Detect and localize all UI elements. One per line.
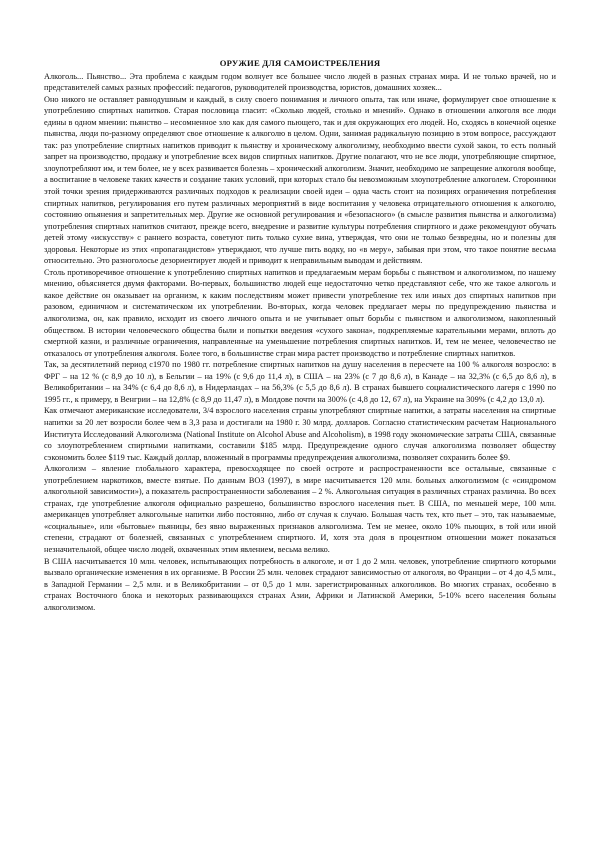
document-title: ОРУЖИЕ ДЛЯ САМОИСТРЕБЛЕНИЯ	[219, 58, 381, 68]
document-page	[44, 58, 556, 613]
paragraph-6: Алкоголизм – явление глобального характера, превосходящее по своей остроте и распространенности все остальные, связанные с употреблением наркотиков, вместе взятые. По данным ВОЗ (1997), в мире насчитывается 120 млн. больных алкоголизмом (с «синдромом алкогольной зависимости»), а показатель распространенности заболевания – 2 %. Алкогольная ситуация в различных странах различна. Во всех странах, где употребление алкоголя официально разрешено, большинство взрослого населения пьет. В США, по меньшей мере, 100 млн. американцев употребляет алкогольные напитки либо постоянно, либо от случая к случаю. Большая часть тех, кто пьет – это, так называемые, «социальные», или «бытовые» пьяницы, без явно выраженных признаков алкоголизма. Тем не менее, около 10% пьющих, в той или иной степени, страдают от болезней, связанных с употреблением спиртного. И, хотя эта доля в процентном отношении может показаться незначительной, общее число людей, охваченных этим явлением, весьма велико.	[44, 464, 556, 554]
paragraph-5: Как отмечают американские исследователи, 3/4 взрослого населения страны употребляют спиртные напитки, а затраты населения на спиртные напитки за 20 лет возросли более чем в 3,3 раза и достигали на 1980 г. 30 млрд. долларов. Согласно статистическим расчетам Национального Института Исследований Алкоголизма (National Institute on Alcohol Abuse and Alcoholism), в 1998 году экономические затраты США, связанные со злоупотреблением спиртными напитками, составили $185 млрд. Предупреждение одного случая алкоголизма позволяет обществу сэкономить более $119 тыс. Каждый доллар, вложенный в программы предупреждения алкоголизма, позволяет сохранить более $9.	[44, 406, 556, 462]
paragraph-4: Так, за десятилетний период с1970 по 1980 гг. потребление спиртных напитков на душу населения в пересчете на 100 % алкоголя возросло: в ФРГ – на 12 % (с 8,9 до 10 л), в Бельгии – на 19% (с 9,6 до 11,4 л), в США – на 23% (с 7 до 8,6 л), в Канаде – на 32,3% (с 6,5 до 8,6 л), в Великобритании – на 34% (с 6,4 до 8,6 л), в Нидерландах – на 56,3% (с 5,5 до 8,6 л). В странах бывшего социалистического лагеря с 1990 по 1995 гг., к примеру, в Венгрии – на 12,8% (с 8,9 до 11,47 л), в Молдове почти на 300% (с 4,8 до 12, 67 л), на Украине на 309% (с 4,2 до 13,0 л).	[44, 360, 556, 404]
paragraph-2: Оно никого не оставляет равнодушным и каждый, в силу своего понимания и личного опыта, так или иначе, формулирует свое отношение к употреблению спиртных напитков. Старая пословица гласит: «Сколько людей, столько и мнений». Однако в отношении алкоголя все люди едины в одном мнении: пьянство – несомненное зло как для самого пьющего, так и для окружающих его людей. Но, сходясь в конечной оценке пьянства, люди по-разному определяют свое отношение к алкоголю в целом. Одни, занимая радикальную позицию в этом вопросе, рассуждают так: раз употребление спиртных напитков приводит к пьянству и хроническому алкоголизму, необходимо ввести сухой закон, то есть полный запрет на производство, продажу и употребление всех видов спиртных напитков. Другие полагают, что не все люди, употребляющие спиртное, злоупотребляют им, и тем более, не у всех развивается болезнь – хронический алкоголизм. Значит, необходимо не запрещение алкоголя вообще, а воспитание в человеке таких качеств и создание таких условий, при которых стало бы невозможным злоупотребление алкоголем. Сторонники этой точки зрения придерживаются различных подходов к реализации своей идеи – одна часть стоит на позициях ограничения потребления спиртных напитков, регулирования его путем различных мероприятий в виде воспитания у человека отрицательного отношения к алкоголю, состоянию опьянения и запретительных мер. Другие же основной регулирования и «безопасного» (в смысле развития пьянства и алкоголизма) употребления спиртных напитков считают, прежде всего, внедрение и развитие культуры потребления спиртного и даже рекомендуют обучать детей этому «искусству» с раннего возраста, советуют пить только сухие вина, утверждая, что они не только безвредны, но и полезны для здоровья. Некоторые из этих «пропагандистов» утверждают, что лучше пить водку, но «в меру», забывая при этом, что такое понятие весьма относительно. Это разноголосье дезориентирует людей и приводит к неправильным выводам и действиям.	[44, 94, 556, 266]
paragraph-3: Столь противоречивое отношение к употреблению спиртных напитков и предлагаемым мерам борьбы с пьянством и алкоголизмом, по нашему мнению, объясняется двумя факторами. Во-первых, большинство людей еще недостаточно четко представляют себе, что же такое алкоголь и какое действие он оказывает на организм, к каким последствиям может привести употребление тех или иных доз спиртных напитков при разовом, единичном и систематическом их употреблении. Во-вторых, когда человек предлагает меры по предупреждению пьянства и алкоголизма, он, как правило, исходит из своего личного опыта и не учитывает опыт борьбы с пьянством и алкоголизмом, накопленный обществом. В истории человеческого общества были и попытки введения «сухого закона», подкрепляемые карательными мерами, вплоть до смертной казни, и различные ограничения, направленные на уменьшение потребления спиртных напитков. И, тем не менее, человечество не отказалось от употребления алкоголя. Более того, в большинстве стран мира растет производство и потребление спиртных напитков.	[44, 267, 556, 358]
paragraph-1: Алкоголь... Пьянство... Эта проблема с каждым годом волнует все большее число людей в разных странах мира. И не только врачей, но и представителей самых разных профессий: педагогов, руководителей производства, юристов, домашних хозяек...	[44, 71, 556, 93]
paragraph-7: В США насчитывается 10 млн. человек, испытывающих потребность в алкоголе, и от 1 до 2 млн. человек, употребление спиртного которыми вызвало органические изменения в их организме. В России 25 млн. человек страдают зависимостью от алкоголя, во Франции – от 4 до 4,5 млн., в Западной Германии – 2,5 млн. и в Великобритании – от 0,5 до 1 млн. зарегистрированных алкоголиков. Во многих странах, особенно в странах Восточного блока и некоторых развивающихся странах Азии, Африки и Латинской Америки, 5-10% всего населения больны алкоголизмом.	[44, 556, 556, 612]
